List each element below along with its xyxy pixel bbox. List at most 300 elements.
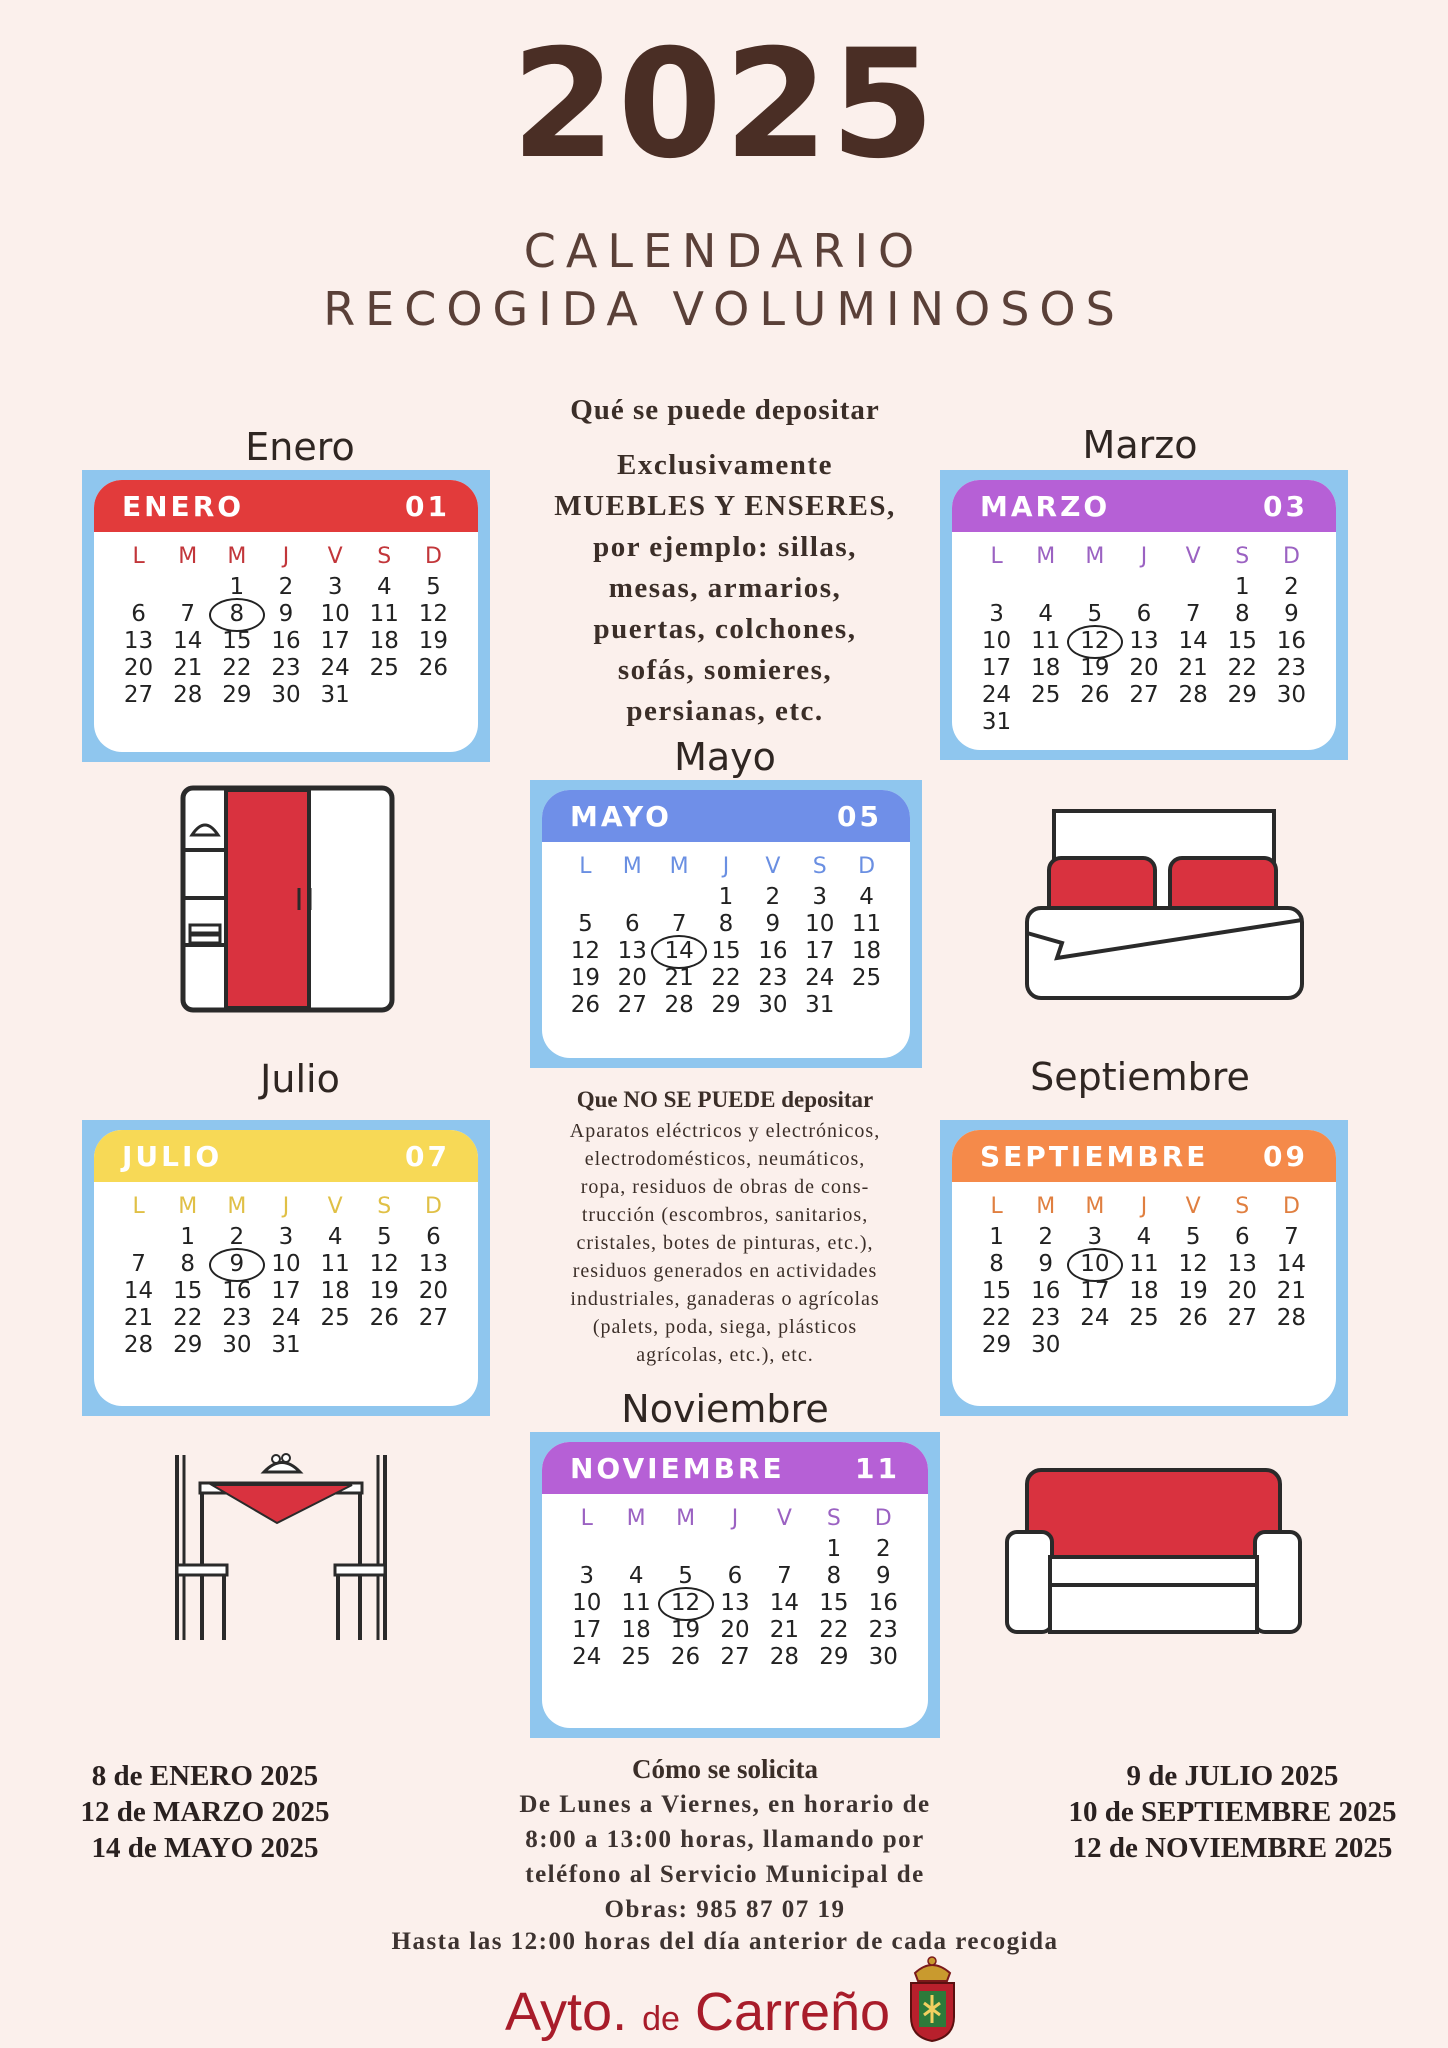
calendar-empty-cell — [656, 884, 703, 911]
calendar-day: 16 — [758, 938, 788, 964]
calendar-day: 15 — [711, 938, 741, 964]
calendar-day: 24 — [572, 1644, 602, 1670]
calendar-day: 18 — [369, 628, 399, 654]
calendar-day: 6 — [1234, 1224, 1250, 1250]
calendar-grid — [94, 1182, 478, 1359]
calendar-day: 25 — [1031, 682, 1061, 708]
weekday-header: J — [282, 1194, 290, 1219]
weekday-header: M — [178, 1194, 198, 1219]
calendar-day: 6 — [426, 1224, 441, 1250]
calendar-empty-cell — [611, 1536, 660, 1563]
weekday-header: L — [990, 544, 1003, 569]
calendar-day: 25 — [369, 655, 399, 681]
weekday-header: V — [1185, 1194, 1201, 1219]
calendar-day: 17 — [572, 1617, 602, 1643]
calendar-empty-cell — [114, 574, 163, 601]
not-allowed-line: trucción (escombros, sanitarios, — [581, 1204, 869, 1226]
weekday-header: M — [227, 544, 247, 569]
weekday-header: S — [377, 1194, 392, 1219]
calendar-day: 4 — [1136, 1224, 1152, 1250]
calendar-day: 29 — [819, 1644, 849, 1670]
howto-title: Cómo se solicita — [632, 1754, 818, 1784]
calendar-day: 5 — [678, 1563, 693, 1589]
calendar-grid — [94, 532, 478, 709]
sofa-icon — [1002, 1467, 1305, 1637]
calendar-day: 25 — [320, 1305, 350, 1331]
calendar-day: 28 — [173, 682, 203, 708]
calendar-day: 7 — [180, 601, 196, 627]
month-label-marzo: Marzo — [1082, 423, 1198, 467]
allowed-line: mesas, armarios, — [608, 572, 842, 604]
calendar-day: 15 — [222, 628, 252, 654]
calendar-day: 26 — [1080, 682, 1110, 708]
weekday-header: V — [1185, 544, 1201, 569]
calendar-day: 27 — [617, 992, 647, 1018]
calendar-day: 3 — [812, 884, 828, 910]
calendar-day: 5 — [1185, 1224, 1201, 1250]
calendar-day: 4 — [628, 1563, 644, 1589]
calendar-day: 7 — [1185, 601, 1201, 627]
calendar-day: 18 — [1031, 655, 1061, 681]
howto-line: De Lunes a Viernes, en horario de — [519, 1791, 931, 1818]
calendar-day: 20 — [720, 1617, 750, 1643]
dining-table-icon — [172, 1445, 392, 1645]
collection-day-circled: 9 — [212, 1251, 261, 1278]
calendar-day: 4 — [1038, 601, 1054, 627]
weekday-header: D — [874, 1506, 892, 1531]
calendar-day: 28 — [664, 992, 694, 1018]
calendar-day: 1 — [229, 574, 245, 600]
calendar-day: 1 — [718, 884, 734, 910]
collection-date: 12 de MARZO 2025 — [80, 1796, 330, 1828]
howto-line: teléfono al Servicio Municipal de — [525, 1861, 925, 1888]
calendar-day: 19 — [670, 1617, 701, 1643]
weekday-header: J — [1140, 1194, 1148, 1219]
calendar-day: 20 — [123, 655, 154, 681]
month-label-mayo: Mayo — [674, 735, 776, 779]
calendar-day: 23 — [271, 655, 301, 681]
calendar-day: 4 — [859, 884, 874, 910]
collection-day-circled: 14 — [656, 938, 703, 965]
calendar-grid — [542, 1494, 928, 1671]
calendar-day: 9 — [1038, 1251, 1054, 1277]
calendar-day: 23 — [1031, 1305, 1061, 1331]
calendar-day: 11 — [320, 1251, 350, 1277]
calendar-day: 24 — [320, 655, 350, 681]
calendar-day: 4 — [327, 1224, 343, 1250]
calendar-empty-cell — [562, 1536, 611, 1563]
calendar-day: 25 — [851, 965, 882, 991]
howto-body — [460, 1787, 990, 1927]
calendar-day: 20 — [617, 965, 647, 991]
calendar-grid — [542, 842, 910, 1019]
calendar-day: 1 — [826, 1536, 842, 1562]
howto-line: Obras: 985 87 07 19 — [604, 1896, 846, 1923]
calendar-day: 3 — [989, 601, 1004, 627]
calendar-day: 25 — [1129, 1305, 1159, 1331]
calendar-empty-cell — [710, 1536, 759, 1563]
calendar-day: 14 — [1178, 628, 1208, 654]
allowed-section — [500, 394, 950, 732]
month-label-julio: Julio — [260, 1057, 340, 1101]
calendar-day: 1 — [1234, 574, 1250, 600]
weekday-header: M — [227, 1194, 247, 1219]
not-allowed-line: Aparatos eléctricos y electrónicos, — [569, 1120, 881, 1142]
weekday-header: D — [1282, 544, 1300, 569]
calendar-day: 14 — [173, 628, 203, 654]
calendar-day: 21 — [1178, 655, 1208, 681]
calendar-day: 31 — [805, 992, 835, 1018]
calendar-day: 13 — [123, 628, 154, 654]
calendar-day: 30 — [758, 992, 788, 1018]
allowed-title: Qué se puede depositar — [570, 394, 880, 426]
calendar-day: 4 — [376, 574, 392, 600]
allowed-line: MUEBLES Y ENSERES, — [554, 490, 896, 522]
calendar-month-name: ENERO — [122, 489, 245, 523]
calendar-day: 2 — [1284, 574, 1299, 600]
calendar-day: 31 — [981, 709, 1012, 735]
allowed-line: puertas, colchones, — [593, 613, 857, 645]
collection-date: 14 de MAYO 2025 — [91, 1832, 319, 1864]
not-allowed-list — [500, 1117, 950, 1369]
calendar-day: 11 — [851, 911, 882, 937]
calendar-day: 11 — [1031, 628, 1061, 654]
calendar-day: 18 — [851, 938, 882, 964]
calendar-day: 24 — [981, 682, 1012, 708]
calendar-header — [952, 1130, 1336, 1182]
calendar-day: 15 — [981, 1278, 1012, 1304]
weekday-header: J — [1140, 544, 1148, 569]
calendar-day: 7 — [131, 1251, 146, 1277]
calendar-day: 26 — [1178, 1305, 1208, 1331]
calendar-day: 16 — [1031, 1278, 1061, 1304]
weekday-header: S — [812, 854, 827, 879]
calendar-empty-cell — [114, 1224, 163, 1251]
weekday-header: M — [1085, 544, 1105, 569]
month-label-septiembre: Septiembre — [1030, 1055, 1250, 1099]
deadline-note: Hasta las 12:00 horas del día anterior de cada recogida — [391, 1928, 1059, 1955]
calendar-month-name: NOVIEMBRE — [570, 1451, 785, 1485]
calendar-day: 20 — [1129, 655, 1159, 681]
calendar-day: 16 — [1276, 628, 1307, 654]
calendar-day: 31 — [271, 1332, 301, 1358]
calendar-empty-cell — [1021, 574, 1070, 601]
calendar-day: 30 — [1031, 1332, 1061, 1358]
calendar-day: 6 — [624, 911, 640, 937]
calendar-day: 17 — [271, 1278, 301, 1304]
subtitle-line-2: RECOGIDA VOLUMINOSOS — [323, 282, 1125, 336]
weekday-header: D — [424, 1194, 442, 1219]
calendar-noviembre — [530, 1432, 940, 1738]
calendar-day: 27 — [1227, 1305, 1257, 1331]
calendar-day: 10 — [271, 1251, 301, 1277]
calendar-day: 13 — [1129, 628, 1159, 654]
weekday-header: M — [669, 854, 689, 879]
calendar-day: 3 — [327, 574, 343, 600]
calendar-day: 1 — [989, 1224, 1004, 1250]
calendar-day: 8 — [989, 1251, 1004, 1277]
weekday-header: M — [676, 1506, 696, 1531]
not-allowed-line: ropa, residuos de obras de cons- — [580, 1176, 870, 1198]
calendar-day: 29 — [222, 682, 252, 708]
calendar-day: 29 — [1227, 682, 1257, 708]
calendar-day: 9 — [278, 601, 294, 627]
calendar-day: 26 — [570, 992, 601, 1018]
calendar-day: 28 — [1276, 1305, 1307, 1331]
calendar-day: 3 — [278, 1224, 294, 1250]
howto-line: 8:00 a 13:00 horas, llamando por — [525, 1826, 925, 1853]
calendar-day: 1 — [180, 1224, 196, 1250]
calendar-day: 17 — [981, 655, 1012, 681]
calendar-day: 22 — [711, 965, 741, 991]
calendar-day: 17 — [805, 938, 835, 964]
calendar-day: 5 — [376, 1224, 392, 1250]
dates-right — [1030, 1758, 1435, 1866]
weekday-header: S — [1235, 544, 1250, 569]
calendar-day: 9 — [1284, 601, 1299, 627]
calendar-day: 7 — [1284, 1224, 1299, 1250]
calendar-day: 22 — [819, 1617, 849, 1643]
howto-section — [460, 1754, 990, 1927]
calendar-day: 2 — [765, 884, 781, 910]
weekday-header: D — [1282, 1194, 1300, 1219]
logo-word-de: de — [642, 2000, 680, 2038]
weekday-header: M — [626, 1506, 646, 1531]
calendar-month-name: MAYO — [570, 799, 672, 833]
not-allowed-line: electrodomésticos, neumáticos, — [584, 1148, 866, 1170]
calendar-day: 8 — [180, 1251, 196, 1277]
calendar-day: 19 — [369, 1278, 399, 1304]
calendar-month-number: 05 — [837, 799, 882, 833]
collection-date: 12 de NOVIEMBRE 2025 — [1072, 1832, 1393, 1864]
calendar-header — [542, 790, 910, 842]
calendar-day: 22 — [981, 1305, 1012, 1331]
calendar-day: 31 — [320, 682, 350, 708]
weekday-header: M — [178, 544, 198, 569]
weekday-header: S — [377, 544, 392, 569]
not-allowed-line: agrícolas, etc.), etc. — [636, 1344, 814, 1366]
allowed-line: persianas, etc. — [626, 695, 824, 727]
not-allowed-line: residuos generados en actividades — [572, 1260, 878, 1282]
calendar-day: 8 — [718, 911, 734, 937]
month-label-noviembre: Noviembre — [621, 1387, 829, 1431]
calendar-day: 11 — [621, 1590, 651, 1616]
calendar-day: 10 — [981, 628, 1012, 654]
calendar-empty-cell — [1070, 574, 1119, 601]
weekday-header: V — [327, 1194, 343, 1219]
calendar-day: 12 — [1178, 1251, 1208, 1277]
coat-of-arms-icon — [905, 1955, 960, 2043]
calendar-day: 23 — [1276, 655, 1307, 681]
calendar-day: 21 — [664, 965, 694, 991]
calendar-month-number: 07 — [405, 1139, 450, 1173]
weekday-header: M — [1036, 1194, 1056, 1219]
weekday-header: S — [826, 1506, 841, 1531]
weekday-header: L — [990, 1194, 1003, 1219]
calendar-day: 23 — [758, 965, 788, 991]
calendar-day: 13 — [617, 938, 647, 964]
weekday-header: V — [776, 1506, 792, 1531]
dates-left — [30, 1758, 380, 1866]
weekday-header: M — [622, 854, 642, 879]
calendar-day: 22 — [1227, 655, 1257, 681]
calendar-day: 22 — [173, 1305, 203, 1331]
calendar-day: 14 — [123, 1278, 154, 1304]
calendar-day: 9 — [765, 911, 781, 937]
calendar-day: 19 — [418, 628, 449, 654]
calendar-day: 26 — [418, 655, 449, 681]
calendar-day: 5 — [578, 911, 593, 937]
calendar-day: 27 — [123, 682, 154, 708]
weekday-header: V — [765, 854, 781, 879]
collection-day-circled: 8 — [212, 601, 261, 628]
calendar-day: 26 — [369, 1305, 399, 1331]
calendar-month-number: 03 — [1263, 489, 1308, 523]
calendar-day: 27 — [418, 1305, 449, 1331]
calendar-grid — [952, 532, 1336, 736]
calendar-day: 28 — [1178, 682, 1208, 708]
not-allowed-line: (palets, poda, siega, plásticos — [592, 1316, 858, 1338]
calendar-day: 30 — [1276, 682, 1307, 708]
calendar-day: 20 — [418, 1278, 449, 1304]
calendar-day: 14 — [769, 1590, 800, 1616]
calendar-septiembre — [940, 1120, 1348, 1416]
calendar-day: 16 — [868, 1590, 898, 1616]
calendar-empty-cell — [972, 574, 1021, 601]
calendar-empty-cell — [609, 884, 656, 911]
calendar-day: 20 — [1227, 1278, 1257, 1304]
calendar-day: 2 — [229, 1224, 245, 1250]
allowed-line: Exclusivamente — [617, 449, 833, 481]
calendar-day: 15 — [173, 1278, 203, 1304]
calendar-day: 2 — [1038, 1224, 1054, 1250]
calendar-day: 24 — [271, 1305, 301, 1331]
calendar-empty-cell — [1119, 574, 1168, 601]
calendar-day: 6 — [727, 1563, 743, 1589]
calendar-day: 22 — [222, 655, 252, 681]
weekday-header: J — [731, 1506, 739, 1531]
weekday-header: M — [1085, 1194, 1105, 1219]
month-label-enero: Enero — [245, 425, 355, 469]
logo-word-carreno: Carreño — [694, 1982, 891, 2042]
calendar-day: 24 — [805, 965, 835, 991]
calendar-day: 6 — [1136, 601, 1152, 627]
calendar-day: 19 — [1178, 1278, 1208, 1304]
calendar-day: 30 — [222, 1332, 252, 1358]
bed-icon — [1022, 808, 1307, 1003]
collection-day-circled: 12 — [1070, 628, 1119, 655]
collection-date: 9 de JULIO 2025 — [1126, 1760, 1339, 1792]
calendar-day: 7 — [671, 911, 687, 937]
weekday-header: J — [722, 854, 730, 879]
calendar-month-number: 11 — [855, 1451, 900, 1485]
weekday-header: D — [858, 854, 876, 879]
calendar-day: 28 — [123, 1332, 154, 1358]
calendar-day: 12 — [369, 1251, 399, 1277]
weekday-header: V — [327, 544, 343, 569]
calendar-day: 10 — [805, 911, 835, 937]
calendar-empty-cell — [760, 1536, 809, 1563]
calendar-day: 27 — [720, 1644, 750, 1670]
calendar-day: 3 — [579, 1563, 595, 1589]
allowed-line: sofás, somieres, — [617, 654, 833, 686]
calendar-day: 7 — [777, 1563, 792, 1589]
calendar-empty-cell — [562, 884, 609, 911]
calendar-day: 14 — [1276, 1251, 1307, 1277]
weekday-header: M — [1036, 544, 1056, 569]
calendar-day: 15 — [819, 1590, 849, 1616]
calendar-empty-cell — [661, 1536, 710, 1563]
calendar-day: 29 — [711, 992, 741, 1018]
calendar-day: 12 — [570, 938, 601, 964]
calendar-enero — [82, 470, 490, 762]
calendar-day: 23 — [222, 1305, 252, 1331]
calendar-day: 2 — [278, 574, 294, 600]
not-allowed-line: industriales, ganaderas o agrícolas — [570, 1288, 880, 1310]
calendar-header — [542, 1442, 928, 1494]
weekday-header: L — [580, 1506, 593, 1531]
calendar-day: 11 — [1129, 1251, 1159, 1277]
calendar-day: 13 — [418, 1251, 449, 1277]
calendar-day: 25 — [621, 1644, 651, 1670]
calendar-header — [94, 480, 478, 532]
calendar-day: 21 — [1276, 1278, 1307, 1304]
wardrobe-icon — [180, 785, 395, 1015]
calendar-empty-cell — [1169, 574, 1218, 601]
calendar-day: 17 — [1080, 1278, 1110, 1304]
calendar-month-name: JULIO — [122, 1139, 223, 1173]
calendar-day: 9 — [875, 1563, 891, 1589]
calendar-header — [952, 480, 1336, 532]
calendar-day: 3 — [1087, 1224, 1103, 1250]
calendar-day: 12 — [418, 601, 449, 627]
collection-day-circled: 10 — [1070, 1251, 1119, 1278]
calendar-day: 24 — [1080, 1305, 1110, 1331]
calendar-day: 10 — [320, 601, 350, 627]
calendar-day: 13 — [1227, 1251, 1257, 1277]
calendar-day: 28 — [769, 1644, 800, 1670]
calendar-month-number: 09 — [1263, 1139, 1308, 1173]
weekday-header: L — [132, 1194, 145, 1219]
calendar-month-name: SEPTIEMBRE — [980, 1139, 1209, 1173]
calendar-julio — [82, 1120, 490, 1416]
calendar-day: 11 — [369, 601, 399, 627]
logo-word-ayto: Ayto. — [505, 1982, 628, 2042]
weekday-header: S — [1235, 1194, 1250, 1219]
calendar-day: 8 — [1234, 601, 1250, 627]
not-allowed-section — [500, 1087, 950, 1369]
calendar-day: 18 — [1129, 1278, 1159, 1304]
collection-day-circled: 12 — [661, 1590, 710, 1617]
calendar-day: 29 — [173, 1332, 203, 1358]
calendar-day: 30 — [868, 1644, 898, 1670]
calendar-day: 16 — [222, 1278, 252, 1304]
subtitle-line-1: CALENDARIO — [523, 224, 925, 278]
calendar-day: 5 — [426, 574, 441, 600]
calendar-marzo — [940, 470, 1348, 760]
calendar-day: 18 — [621, 1617, 651, 1643]
calendar-day: 5 — [1087, 601, 1103, 627]
calendar-day: 10 — [572, 1590, 602, 1616]
calendar-day: 19 — [570, 965, 601, 991]
calendar-month-name: MARZO — [980, 489, 1111, 523]
allowed-line: por ejemplo: sillas, — [593, 531, 857, 563]
calendar-day: 19 — [1080, 655, 1110, 681]
page-title-year: 2025 — [511, 18, 937, 192]
calendar-day: 23 — [868, 1617, 898, 1643]
calendar-day: 26 — [670, 1644, 701, 1670]
calendar-header — [94, 1130, 478, 1182]
